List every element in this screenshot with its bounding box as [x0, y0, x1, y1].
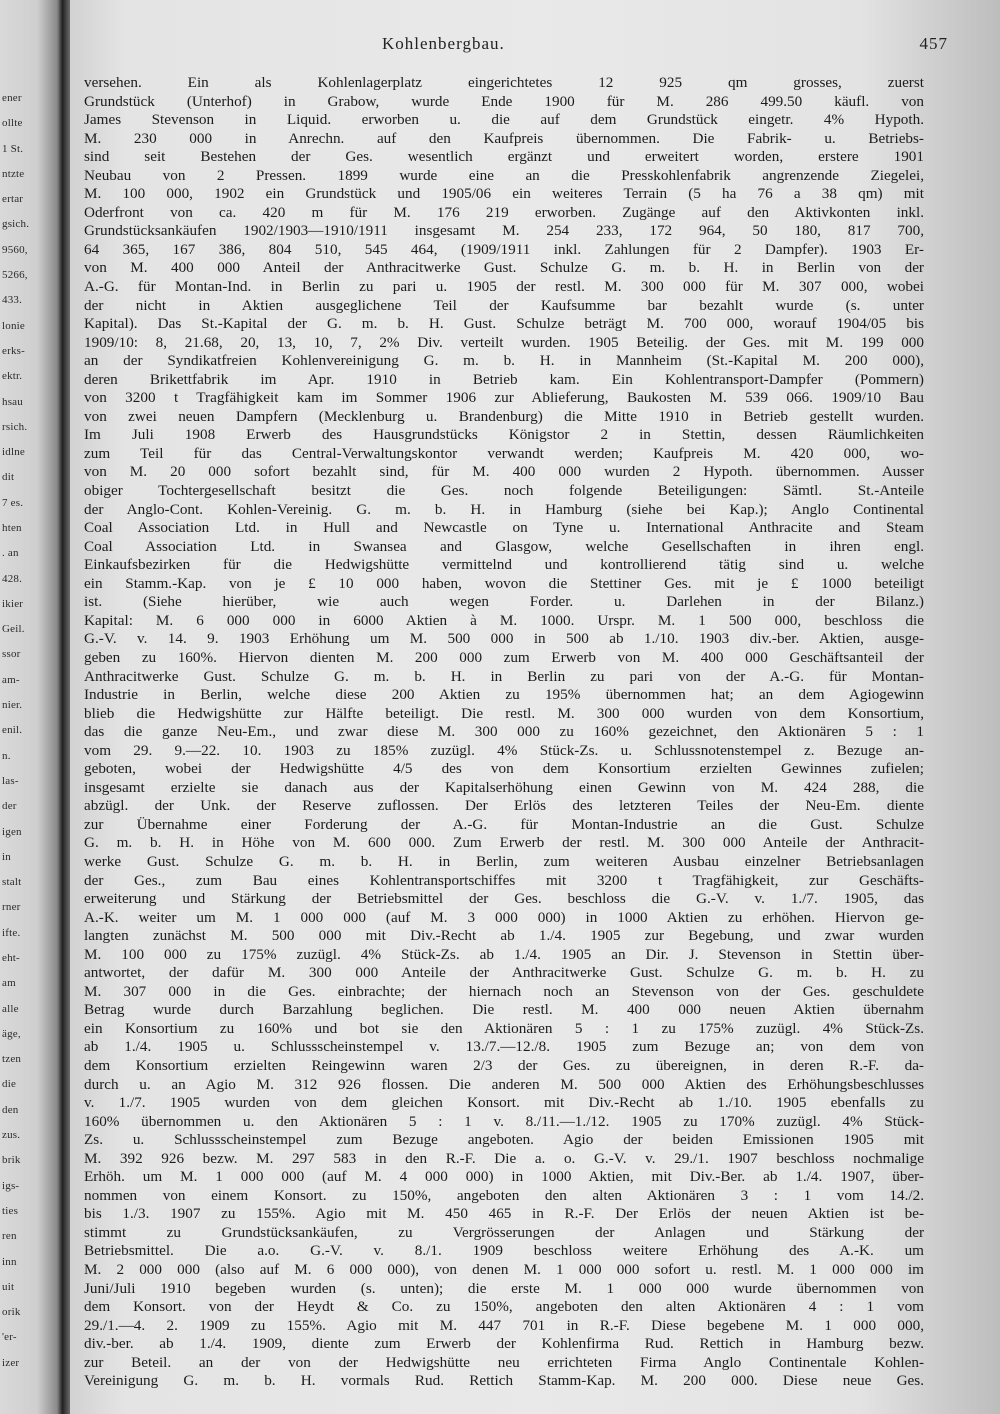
text-line: M. 100 000, 1902 ein Grundstück und 1905/06 ein weiteres Terrain (5 ha 76 a 38 qm) mit [84, 185, 924, 203]
text-line: Oderfront von ca. 420 m für M. 176 219 erworben. Zugänge auf den Aktivkonten inkl. [84, 203, 924, 221]
previous-page-fragment: ties [2, 1204, 19, 1217]
text-line: blieb die Hedwigshütte zur Hälfte beteiligt. Die restl. M. 300 000 wurden von dem Konsortium, [84, 704, 924, 722]
previous-page-fragment: izer [2, 1356, 20, 1369]
text-line: Einkaufsbezirken für die Hedwigshütte vermittelnd und kontrollierend tätig sind u. welche [84, 556, 924, 574]
text-line: M. 2 000 000 (also auf M. 6 000 000), von denen M. 1 000 000 sofort u. restl. M. 1 000 000 im [84, 1261, 924, 1278]
previous-page-fragment: idlne [2, 446, 25, 459]
previous-page-fragment: rner [2, 901, 21, 914]
text-line: Neubau von 2 Pressen. 1899 wurde eine an die Presskohlenfabrik angrenzende Ziegelei, [84, 166, 924, 184]
previous-page-fragment: 5266, [2, 269, 28, 282]
text-line: zur Beteil. an der von der Hedwigshütte neu errichteten Firma Anglo Continentale Kohlen- [84, 1353, 924, 1371]
previous-page-fragment: ektr. [2, 370, 23, 383]
text-line: deren Brikettfabrik im Apr. 1910 in Betrieb kam. Ein Kohlentransport-Dampfer (Pommern) [84, 370, 924, 388]
text-line: vom 29. 9.—22. 10. 1903 zu 185% zuzügl. 4% Stück-Zs. u. Schlussnotenstempel z. Bezuge an- [84, 741, 924, 759]
text-line: stimmt zu Grundstücksankäufen, zu Vergrösserungen der Anlagen und Stärkung der [84, 1223, 924, 1241]
previous-page-fragment: 'er- [2, 1331, 17, 1344]
previous-page-fragment: enil. [2, 724, 23, 737]
text-line: der Anglo-Cont. Kohlen-Vereinig. G. m. b. H. in Hamburg (siehe bei Kap.); Anglo Continental [84, 500, 924, 518]
text-line: 1909/10: 8, 21.68, 20, 13, 10, 7, 2% Div. verteilt wurden. 1905 Beteilig. der Ges. mit M. 199 000 [84, 333, 924, 351]
previous-page-fragment: hsau [2, 395, 23, 408]
text-line: Industrie in Berlin, welche diese 200 Aktien zu 195% übernommen hat; an dem Agiogewinn [84, 686, 924, 704]
previous-page-fragment: lonie [2, 319, 25, 332]
text-line: M. 100 000 zu 175% zuzügl. 4% Stück-Zs. ab 1./4. 1905 an Dir. J. Stevenson in Stettin über- [84, 945, 924, 963]
text-line: 29./1.—4. 2. 1909 zu 155%. Agio mit M. 447 701 in R.-F. Diese begebene M. 1 000 000, [84, 1316, 924, 1334]
previous-page-fragment: 433. [2, 294, 23, 307]
text-line: an der Syndikatfreien Kohlenvereinigung G. m. b. H. in Mannheim (St.-Kapital M. 200 000), [84, 352, 924, 370]
previous-page-fragment: eht- [2, 952, 20, 964]
previous-page-fragment: 9560, [2, 243, 28, 256]
text-line: Coal Association Ltd. in Swansea and Glasgow, welche Gesellschaften in ihren engl. [84, 537, 924, 555]
text-line: James Stevenson in Liquid. erworben u. die auf dem Grundstück eingetr. 4% Hypoth. [84, 111, 924, 129]
previous-page-fragment: ntzte [2, 167, 25, 180]
text-line: Anthracitwerke Gust. Schulze G. m. b. H. in Berlin zu pari von der A.-G. für Montan- [84, 667, 924, 685]
previous-page-fragment: ssor [2, 648, 21, 661]
text-line: insgesamt erzielte sie danach aus der Kapitalserhöhung einen Gewinn von M. 424 288, die [84, 778, 924, 796]
text-line: 64 365, 167 386, 804 510, 545 464, (1909/1911 inkl. Zahlungen für 2 Dampfer). 1903 Er- [84, 240, 924, 258]
text-line: v. 1./7. 1905 wurden von dem gleichen Konsort. mit Div.-Recht ab 1./10. 1905 ebenfalls zu [84, 1094, 924, 1112]
text-line: von M. 400 000 Anteil der Anthracitwerke Gust. Schulze G. m. b. H. in Berlin von der [84, 259, 924, 277]
previous-page-fragment: inn [2, 1255, 17, 1268]
text-line: Coal Association Ltd. in Hull and Newcastle on Tyne u. International Anthracite and Steam [84, 519, 924, 537]
book-gutter [62, 0, 70, 1414]
text-line: geboten, wobei der Hedwigshütte 4/5 des von dem Konsortium erzielten Gewinnes zufielen; [84, 760, 924, 778]
previous-page-fragment: alle [2, 1002, 19, 1015]
text-line: antwortet, der dafür M. 300 000 Anteile der Anthracitwerke Gust. Schulze G. m. b. H. zu [84, 964, 924, 982]
text-line: 160% übernommen u. den Aktionären 5 : 1 v. 8./11.—1./12. 1905 zu 170% zuzügl. 4% Stück- [84, 1112, 924, 1130]
text-line: dem Konsortium erzielten Reingewinn waren 2/3 der Ges. zu übereignen, in deren R.-F. da- [84, 1056, 924, 1074]
body-text [84, 74, 924, 1391]
text-line: von zwei neuen Dampfern (Mecklenburg u. Brandenburg) die Mitte 1910 in Betrieb gestellt wurden. [84, 407, 924, 425]
text-line: der Ges., zum Bau eines Kohlentransportschiffes mit 3200 t Tragfähigkeit, zur Geschäfts- [84, 871, 924, 889]
text-line: A.-K. weiter um M. 1 000 000 (auf M. 3 000 000) in 1000 Aktien zu erhöhen. Hiervon ge- [84, 908, 924, 926]
text-line: G. m. b. H. in Höhe von M. 600 000. Zum Erwerb der restl. M. 300 000 Anteile der Anthracit- [84, 834, 924, 852]
previous-page-fragment: rsich. [2, 420, 28, 433]
previous-page-fragment: 7 es. [2, 496, 24, 509]
previous-page-fragment: 1 St. [2, 142, 24, 155]
text-line: das die ganze Neu-Em., und zwar diese M. 300 000 zu 160% gezeichnet, den Aktionären 5 : 1 [84, 723, 924, 741]
previous-page-fragment: die [2, 1078, 17, 1091]
text-line: der nicht in Aktien ausgeglichene Teil der Kaufsumme bar bezahlt wurde (s. unter [84, 296, 924, 314]
page-number: 457 [919, 34, 948, 53]
text-line: Kapital). Das St.-Kapital der G. m. b. H. Gust. Schulze beträgt M. 700 000, worauf 1904/05 bis [84, 315, 924, 333]
previous-page-fragment: brik [2, 1154, 21, 1167]
previous-page-fragment: ertar [2, 193, 24, 206]
previous-page-fragment: n. [2, 749, 11, 762]
text-line: sind seit Bestehen der Ges. wesentlich ergänzt und erweitert worden, erstere 1901 [84, 148, 924, 166]
running-header [70, 34, 1000, 60]
previous-page-fragment: den [2, 1103, 19, 1116]
previous-page-fragment: in [2, 850, 11, 863]
text-line: dem Konsort. von der Heydt & Co. zu 150%, angeboten den alten Aktionären 4 : 1 vom [84, 1298, 924, 1316]
text-line: M. 307 000 in die Ges. einbrachte; der hiernach noch an Stevenson von der Ges. geschuldete [84, 982, 924, 1000]
text-line: Grundstück (Unterhof) in Grabow, wurde Ende 1900 für M. 286 499.50 käufl. von [84, 92, 924, 110]
text-line: geben zu 160%. Hiervon dienten M. 200 000 zum Erwerb von M. 400 000 Geschäftsanteil der [84, 648, 924, 666]
text-line: M. 392 926 bezw. M. 297 583 in den R.-F. Die a. o. G.-V. v. 29./1. 1907 beschloss nochmalige [84, 1149, 924, 1167]
text-line: zum Teil für das Central-Verwaltungskontor verwandt werden; Kaufpreis M. 420 000, wo- [84, 444, 924, 462]
text-line: erweiterung und Stärkung der Betriebsmittel der Ges. beschloss die G.-V. v. 1./7. 1905, das [84, 890, 924, 908]
text-line: ein Stamm.-Kap. von je £ 10 000 haben, wovon die Stettiner Ges. mit je £ 1000 beteiligt [84, 574, 924, 592]
book-page [70, 0, 1000, 1414]
previous-page-fragment: ikier [2, 597, 24, 610]
previous-page-fragment: hten [2, 522, 22, 534]
text-line: zur Übernahme einer Forderung der A.-G. für Montan-Industrie an die Gust. Schulze [84, 815, 924, 833]
text-line: abzügl. der Unk. der Reserve zuflossen. Der Erlös des letzteren Teiles der Neu-Em. diente [84, 797, 924, 815]
previous-page-fragment: igs- [2, 1179, 20, 1192]
text-line: bis 1./3. 1907 zu 155%. Agio mit M. 450 465 in R.-F. Der Erlös der neuen Aktien ist be- [84, 1205, 924, 1223]
previous-page-edge [0, 0, 62, 1414]
text-line: nommen von einem Konsort. zu 150%, angeboten den alten Aktionären 3 : 1 vom 14./2. [84, 1186, 924, 1204]
text-line: div.-ber. ab 1./4. 1909, diente zum Erwerb der Kohlenfirma Rud. Rettich in Hamburg bezw. [84, 1335, 924, 1353]
text-line: A.-G. für Montan-Ind. in Berlin zu pari u. 1905 der restl. M. 300 000 für M. 307 000, wobei [84, 278, 924, 296]
previous-page-fragment: igen [2, 825, 22, 838]
text-line: M. 230 000 in Anrechn. auf den Kaufpreis übernommen. Die Fabrik- u. Betriebs- [84, 129, 924, 147]
text-line: langten zunächst M. 500 000 mit Div.-Recht ab 1./4. 1905 zur Begebung, und zwar wurden [84, 927, 924, 945]
previous-page-fragment: ener [2, 92, 22, 104]
previous-page-fragment: stalt [2, 876, 22, 889]
previous-page-fragment: orik [2, 1306, 21, 1319]
previous-page-fragment: am [2, 977, 16, 990]
text-line: Vereinigung G. m. b. H. vormals Rud. Rettich Stamm-Kap. M. 200 000. Diese neue Ges. [84, 1372, 924, 1390]
text-line: G.-V. v. 14. 9. 1903 Erhöhung um M. 500 000 in 500 ab 1./10. 1903 div.-ber. Aktien, ausge- [84, 630, 924, 648]
previous-page-fragment: der [2, 800, 17, 813]
previous-page-fragment: 428. [2, 572, 23, 585]
previous-page-fragment: ifte. [2, 926, 21, 939]
text-line: werke Gust. Schulze G. m. b. H. in Berlin, zum weiteren Ausbau einzelner Betriebsanlagen [84, 852, 924, 870]
previous-page-fragment: las- [2, 774, 19, 787]
text-line: Betrag wurde durch Barzahlung beglichen. Die restl. M. 400 000 neuen Aktien übernahm [84, 1001, 924, 1019]
previous-page-fragment: uit [2, 1280, 15, 1293]
text-line: ein Konsortium zu 160% und bot sie den Aktionären 5 : 1 zu 175% zuzügl. 4% Stück-Zs. [84, 1019, 924, 1037]
previous-page-fragment: am- [2, 673, 20, 686]
previous-page-fragment: tzen [2, 1053, 22, 1066]
previous-page-fragment: ren [2, 1230, 17, 1243]
previous-page-fragment: äge, [2, 1027, 21, 1040]
previous-page-fragment: . an [2, 547, 19, 560]
text-line: Kapital: M. 6 000 000 in 6000 Aktien à M. 1000. Urspr. M. 1 500 000, beschloss die [84, 611, 924, 629]
previous-page-fragment: gsich. [2, 218, 30, 231]
text-line: Zs. u. Schlussscheinstempel zum Bezuge angeboten. Agio der beiden Emissionen 1905 mit [84, 1131, 924, 1149]
text-line: ab 1./4. 1905 u. Schlussscheinstempel v. 13./7.—12./8. 1905 zum Bezuge an; von dem von [84, 1038, 924, 1056]
text-line: versehen. Ein als Kohlenlagerplatz eingerichtetes 12 925 qm grosses, zuerst [84, 74, 924, 91]
text-line: Erhöh. um M. 1 000 000 (auf M. 4 000 000) in 1000 Aktien, mit Div.-Ber. ab 1./4. 1907, über- [84, 1168, 924, 1186]
previous-page-fragment: nier. [2, 699, 23, 712]
text-line: von 3200 t Tragfähigkeit kam im Sommer 1906 zur Ablieferung, Baukosten M. 539 066. 1909/10 Bau [84, 389, 924, 407]
text-line: Grundstücksankäufen 1902/1903—1910/1911 insgesamt M. 254 233, 172 964, 50 180, 817 700, [84, 222, 924, 240]
previous-page-fragment: zus. [2, 1129, 21, 1142]
previous-page-fragment: dit [2, 471, 15, 484]
text-line: Im Juli 1908 Erwerb des Hausgrundstücks Königstor 2 in Stettin, dessen Räumlichkeiten [84, 426, 924, 444]
text-line: Juni/Juli 1910 begeben wurden (s. unten); die erste M. 1 000 000 wurde übernommen von [84, 1279, 924, 1297]
text-line: ist. (Siehe hierüber, wie auch wegen Forder. u. Darlehen in der Bilanz.) [84, 593, 924, 611]
text-line: Betriebsmittel. Die a.o. G.-V. v. 8./1. 1909 beschloss weitere Erhöhung des A.-K. um [84, 1242, 924, 1260]
previous-page-fragment: Geil. [2, 623, 25, 636]
running-title: Kohlenbergbau. [382, 34, 505, 53]
text-line: obiger Tochtergesellschaft besitzt die Ges. noch folgende Beteiligungen: Sämtl. St.-Anteile [84, 482, 924, 500]
previous-page-fragment: erks- [2, 344, 25, 357]
previous-page-fragment: ollte [2, 117, 23, 130]
text-line: durch u. an Agio M. 312 926 flossen. Die anderen M. 500 000 Aktien des Erhöhungsbeschlusses [84, 1075, 924, 1093]
text-line: von M. 20 000 sofort bezahlt sind, für M. 400 000 wurden 2 Hypoth. übernommen. Ausser [84, 463, 924, 481]
